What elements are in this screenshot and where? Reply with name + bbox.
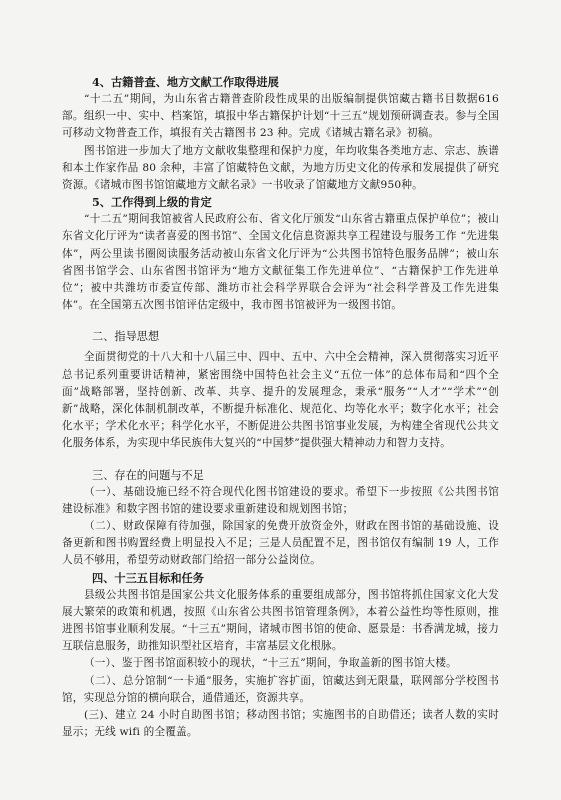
section-heading-recognition: 5、工作得到上级的肯定 — [92, 195, 212, 210]
section-heading-guiding-ideology: 二、指导思想 — [92, 330, 160, 344]
paragraph: 县级公共图书馆是国家公共文化服务体系的重要组成部分，图书馆将抓住国家文化大发展大繁荣的政策和机遇，按照《山东省公共图书馆管理条例》，本着公益性均等性原则，推进图书馆事业顺利发展。“十三五”期间，诸城市图书馆的使命、愿景是：书香满龙城，接力互联信息服务，助推知识型社区培育，丰富基层文化根脉。 — [62, 588, 499, 653]
paragraph: (三)、建立 24 小时自助图书馆；移动图书馆；实施图书的自助借还；读者人数的实时显示；无线 wifi 的全覆盖。 — [62, 709, 499, 739]
section-heading-ancient-books: 4、古籍普查、地方文献工作取得进展 — [92, 75, 279, 89]
paragraph: （一）、鉴于图书馆面积较小的现状，“十三五”期间，争取盖新的图书馆大楼。 — [84, 657, 457, 670]
paragraph: “十二五”期间，为山东省古籍普查阶段性成果的出版编制提供馆藏古籍书目数据616部。组织一中、实中、档案馆，填报中华古籍保护计划“十三五”规划预研调查表。参与全国可移动文物普查工作，填报有关古籍图书 23 种。完成《诸城古籍名录》初稿。 — [62, 93, 499, 140]
paragraph: “十二五”期间我馆被省人民政府公布、省文化厅颁发“山东省古籍重点保护单位”；被山东省文化厅评为“读者喜爱的图书馆”、全国文化信息资源共享工程建设与服务工作 “先进集体”，两公里读书圈阅读服务活动被山东省文化厅评为“公共图书馆特色服务品牌”；被山东省图书馆学会、山东省图书馆评为“地方文献征集工作先进单位”、“古籍保护工作先进单位”；被中共潍坊市委宣传部、潍坊市社会科学界联合会评为“社会科学普及工作先进集体”。在全国第五次图书馆评估定级中，我市图书馆被评为一级图书馆。 — [62, 213, 499, 312]
paragraph: 全面贯彻党的十八大和十八届三中、四中、五中、六中全会精神，深入贯彻落实习近平总书记系列重要讲话精神，紧密围绕中国特色社会主义“五位一体”的总体布局和“四个全面”战略部署，坚持创新、改革、共享、提升的发展理念，秉承“服务”“人才”“学术”“创新”战略，深化体制机制改革，不断提升标准化、规范化、均等化水平；数字化水平；社会化水平；学术化水平；科学化水平，不断促进公共图书馆事业发展，为构建全省现代公共文化服务体系，为实现中华民族伟大复兴的“中国梦”提供强大精神动力和智力支持。 — [62, 351, 499, 450]
paragraph: 图书馆进一步加大了地方文献收集整理和保护力度，年均收集各类地方志、宗志、族谱和本土作家作品 80 余种，丰富了馆藏特色文献，为地方历史文化的传承和发展提供了研究资源。《诸城市图书馆馆藏地方文献名录》一书收录了馆藏地方文献950种。 — [62, 144, 499, 192]
section-heading-problems: 三、存在的问题与不足 — [92, 468, 204, 482]
spacer — [62, 453, 499, 467]
section-heading-goals: 四、十三五目标和任务 — [92, 570, 204, 585]
paragraph: （二）、财政保障有待加强，除国家的免费开放资金外，财政在图书馆的基础设施、设备更新和图书购置经费上明显投入不足；三是人员配置不足，图书馆仅有编制 19 人，工作人员不够用，希望劳动财政部门给招一部分公益岗位。 — [62, 520, 499, 567]
spacer — [62, 314, 499, 328]
paragraph: （二）、总分馆制“一卡通”服务，实施扩容扩面，馆藏达到无限量，联网部分学校图书馆，实现总分馆的横向联合，通借通还，资源共享。 — [62, 674, 499, 704]
paragraph: （一）、基础设施已经不符合现代化图书馆建设的要求。希望下一步按照《公共图书馆建设标准》和数字图书馆的建设要求重新建设和规划图书馆； — [62, 485, 499, 515]
